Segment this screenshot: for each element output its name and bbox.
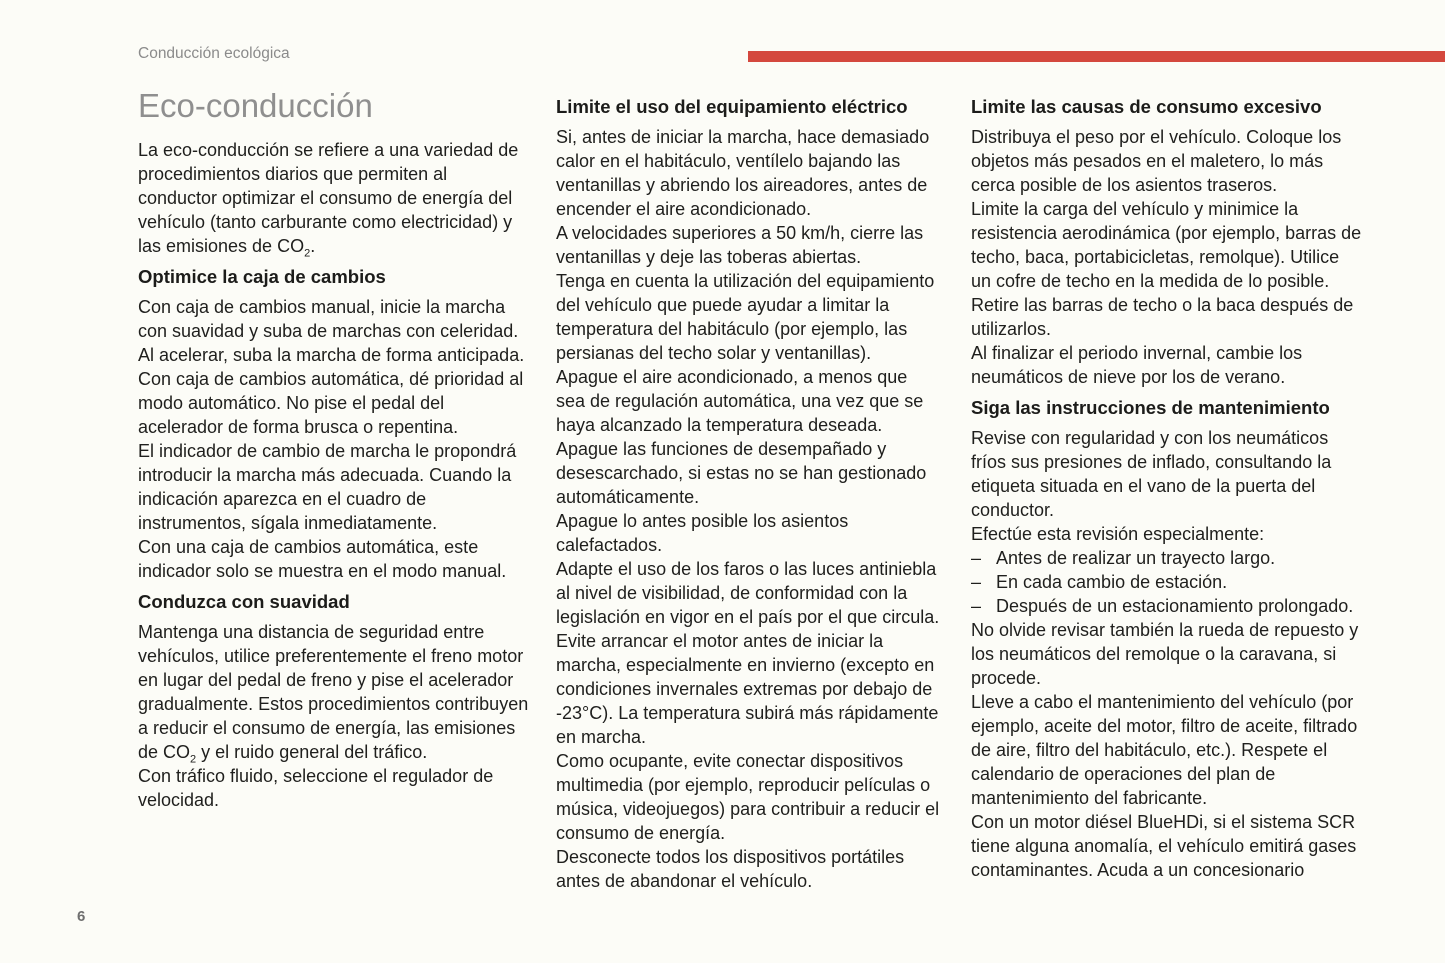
- paragraph: A velocidades superiores a 50 km/h, cierre las ventanillas y deje las toberas abiertas.: [556, 223, 924, 267]
- list-item-text: Después de un estacionamiento prolongado.: [996, 596, 1354, 616]
- paragraph: Evite arrancar el motor antes de iniciar la marcha, especialmente en invierno (excepto en condiciones invernales extremas por debajo de -23°C). La temperatura subirá más rápidamente en marcha.: [556, 631, 939, 747]
- paragraph: Mantenga una distancia de seguridad entre vehículos, utilice preferentemente el freno motor en lugar del pedal de freno y pise el acelerador gradualmente. Estos procedimientos contribuyen a reducir el consumo de energía, las emisiones de $CO_2$ y el ruido general del tráfico.: [138, 622, 529, 766]
- section-heading: Optimice la caja de cambios: [138, 266, 386, 287]
- paragraph: Apague las funciones de desempañado y desescarchado, si estas no se han gestionado automáticamente.: [556, 439, 927, 507]
- list-item-text: Antes de realizar un trayecto largo.: [996, 548, 1276, 568]
- column-left: [138, 86, 530, 812]
- section-heading: Siga las instrucciones de mantenimiento: [971, 397, 1330, 418]
- paragraph: Con una caja de cambios automática, este indicador solo se muestra en el modo manual.: [138, 537, 507, 581]
- paragraph: Desconecte todos los dispositivos portátiles antes de abandonar el vehículo.: [556, 847, 905, 891]
- paragraph: Apague el aire acondicionado, a menos que sea de regulación automática, una vez que se haya alcanzado la temperatura deseada.: [556, 367, 924, 435]
- paragraph: Como ocupante, evite conectar dispositivos multimedia (por ejemplo, reproducir películas o música, videojuegos) para contribuir a reducir el consumo de energía.: [556, 751, 940, 843]
- paragraph: La eco-conducción se refiere a una variedad de procedimientos diarios que permiten al conductor optimizar el consumo de energía del vehículo (tanto carburante como electricidad) y las emisiones de $CO_2$.: [138, 140, 519, 260]
- page-number: 6: [77, 908, 86, 925]
- subscript: 2: [304, 247, 311, 260]
- paragraph: Efectúe esta revisión especialmente:: [971, 524, 1265, 544]
- column-right: [971, 95, 1363, 882]
- page-title: Eco-conducción: [138, 87, 373, 124]
- paragraph: Al acelerar, suba la marcha de forma anticipada.: [138, 345, 525, 365]
- header-accent-bar: [748, 51, 1445, 62]
- column-right-sections: [971, 95, 1363, 882]
- paragraph: Distribuya el peso por el vehículo. Coloque los objetos más pesados en el maletero, lo más cerca posible de los asientos traseros.: [971, 127, 1342, 195]
- paragraph: Apague lo antes posible los asientos calefactados.: [556, 511, 849, 555]
- paragraph: Revise con regularidad y con los neumáticos fríos sus presiones de inflado, consultando la etiqueta situada en el vano de la puerta del conductor.: [971, 428, 1332, 520]
- paragraph: Retire las barras de techo o la baca después de utilizarlos.: [971, 295, 1354, 339]
- list-item: [971, 546, 1363, 570]
- paragraph: Lleve a cabo el mantenimiento del vehículo (por ejemplo, aceite del motor, filtro de aceite, filtrado de aire, filtro del habitáculo, etc.). Respete el calendario de operaciones del plan de mantenimiento del fabricante.: [971, 692, 1358, 808]
- dash-marker: –: [971, 572, 982, 592]
- paragraph: Al finalizar el periodo invernal, cambie los neumáticos de nieve por los de verano.: [971, 343, 1303, 387]
- subscript: 2: [190, 753, 197, 766]
- paragraph: Adapte el uso de los faros o las luces antiniebla al nivel de visibilidad, de conformidad con la legislación en vigor en el país por el que circula.: [556, 559, 940, 627]
- paragraph: Con un motor diésel BlueHDi, si el sistema SCR tiene alguna anomalía, el vehículo emitirá gases contaminantes. Acuda a un concesionario: [971, 812, 1357, 880]
- column-middle-sections: [556, 95, 941, 893]
- paragraph: Si, antes de iniciar la marcha, hace demasiado calor en el habitáculo, ventílelo bajando las ventanillas y abriendo los aireadores, antes de encender el aire acondicionado.: [556, 127, 930, 219]
- list-item: [971, 594, 1363, 618]
- intro-paragraphs: [138, 138, 530, 258]
- section-heading: Conduzca con suavidad: [138, 591, 350, 612]
- list-item-text: En cada cambio de estación.: [996, 572, 1228, 592]
- dash-marker: –: [971, 596, 982, 616]
- section-header-label: Conducción ecológica: [138, 45, 290, 62]
- paragraph: Limite la carga del vehículo y minimice la resistencia aerodinámica (por ejemplo, barras de techo, baca, portabicicletas, remolque). Utilice un cofre de techo en la medida de lo posible.: [971, 199, 1362, 291]
- paragraph: Con caja de cambios automática, dé prioridad al modo automático. No pise el pedal del acelerador de forma brusca o repentina.: [138, 369, 524, 437]
- paragraph: Con tráfico fluido, seleccione el regulador de velocidad.: [138, 766, 494, 810]
- column-middle: [556, 95, 941, 893]
- paragraph: Con caja de cambios manual, inicie la marcha con suavidad y suba de marchas con celeridad.: [138, 297, 519, 341]
- section-heading: Limite el uso del equipamiento eléctrico: [556, 96, 908, 117]
- paragraph: Tenga en cuenta la utilización del equipamiento del vehículo que puede ayudar a limitar la temperatura del habitáculo (por ejemplo, las persianas del techo solar y ventanillas).: [556, 271, 935, 363]
- section-heading: Limite las causas de consumo excesivo: [971, 96, 1322, 117]
- list-item: [971, 570, 1363, 594]
- dash-marker: –: [971, 548, 982, 568]
- paragraph: El indicador de cambio de marcha le propondrá introducir la marcha más adecuada. Cuando la indicación aparezca en el cuadro de instrumentos, sígala inmediatamente.: [138, 441, 517, 533]
- column-left-sections: [138, 265, 530, 812]
- paragraph: No olvide revisar también la rueda de repuesto y los neumáticos del remolque o la caravana, si procede.: [971, 620, 1359, 688]
